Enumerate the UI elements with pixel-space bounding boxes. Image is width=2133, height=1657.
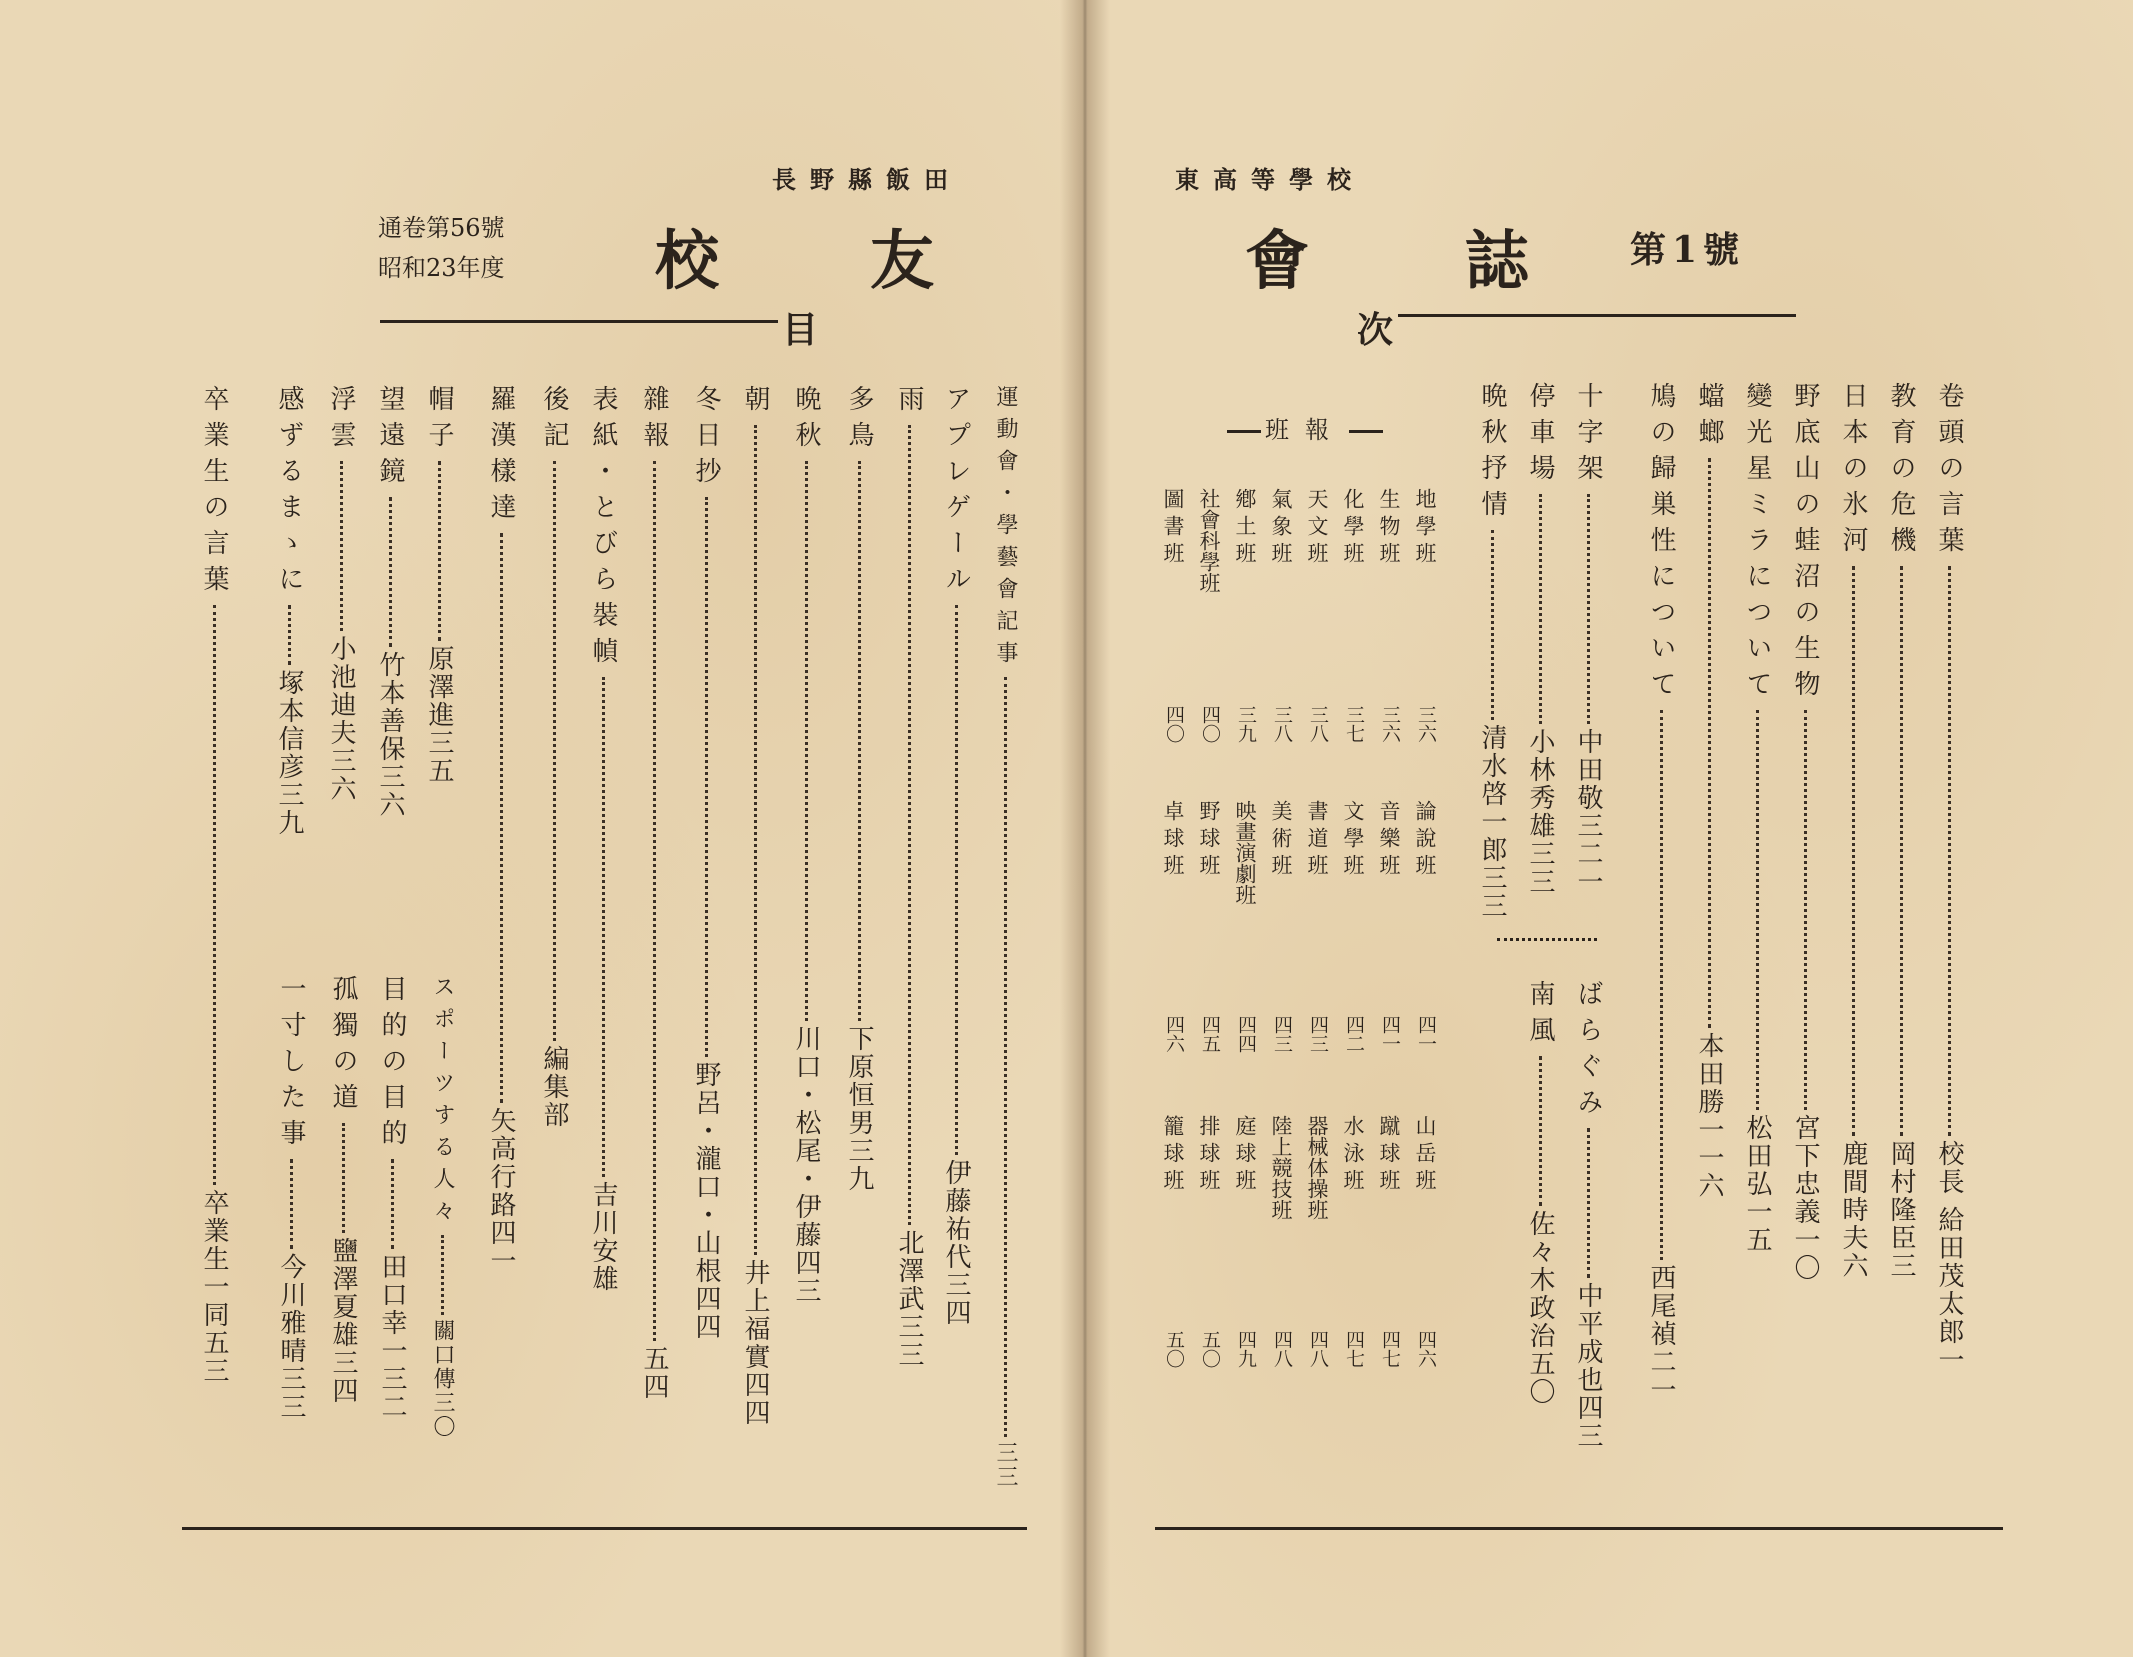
leader-dots (1900, 566, 1903, 1136)
toc-page: 三四 (941, 1271, 971, 1327)
leader-dots (1004, 677, 1007, 1437)
toc-title: 帽子 (424, 385, 454, 457)
toc-entry (275, 385, 303, 837)
toc-author: 原澤進 (424, 645, 454, 729)
toc-title: 多鳥 (844, 385, 874, 457)
toc-title: アプレゲール (941, 385, 971, 601)
toc-page: 五四 (639, 1345, 669, 1401)
club-name: 卓球班 (1161, 800, 1185, 881)
leader-dots (602, 677, 605, 1177)
book-gutter (1060, 0, 1110, 1657)
toc-title: 卒業生の言葉 (199, 385, 229, 601)
leader-dots (1539, 494, 1542, 724)
school-name-right: 東高等學校 (1175, 165, 1365, 194)
leader-dots (754, 425, 757, 1255)
volume-number: 通卷第56號 (378, 214, 505, 242)
club-name: 山岳班 (1413, 1115, 1437, 1196)
toc-title: 感ずるまゝに (274, 385, 304, 601)
toc-entry (589, 385, 617, 1293)
toc-title: 冬日抄 (691, 385, 721, 493)
toc-page: 五〇 (1525, 1350, 1555, 1406)
leader-dots (389, 497, 392, 647)
toc-author: 編集部 (539, 1045, 569, 1129)
club-name: 音樂班 (1377, 800, 1401, 881)
club-page: 三六 (1415, 705, 1437, 743)
toc-entry (329, 975, 357, 1405)
toc-page: 三三 (1477, 864, 1507, 920)
club-name: 蹴球班 (1377, 1115, 1401, 1196)
toc-author: 井上福實 (740, 1259, 770, 1371)
toc-author: 矢高行路 (486, 1107, 516, 1219)
toc-title: ばらぐみ (1573, 980, 1603, 1124)
toc-entry (1478, 382, 1506, 920)
toc-title: 蟷螂 (1694, 382, 1724, 454)
toc-title: 表紙・とびら裝幀 (588, 385, 618, 673)
leader-dots (1587, 1128, 1590, 1278)
leader-dots (908, 425, 911, 1225)
leader-dots (653, 461, 656, 1341)
toc-title: 一寸した事 (276, 975, 306, 1155)
club-page: 五〇 (1163, 1330, 1185, 1368)
school-name-left: 長野縣飯田 (772, 165, 962, 194)
leader-dots (553, 461, 556, 1041)
toc-entry (430, 975, 454, 1439)
toc-page: 四一 (486, 1219, 516, 1275)
toc-entry (792, 385, 820, 1305)
club-name: 排球班 (1197, 1115, 1221, 1196)
leader-dots (705, 497, 708, 1057)
toc-author: 川口・松尾・伊藤 (791, 1025, 821, 1249)
toc-author: 松田弘 (1742, 1114, 1772, 1198)
club-name: 地學班 (1413, 488, 1437, 569)
toc-entry (1935, 382, 1963, 1374)
toc-page: 三 (1886, 1252, 1916, 1280)
leader-dots (340, 461, 343, 631)
toc-page: 三四 (328, 1349, 358, 1405)
issue-number: 第1號 (1630, 229, 1746, 271)
toc-author: 田口幸一 (377, 1253, 407, 1365)
toc-author: 野呂・瀧口・山根 (691, 1061, 721, 1285)
toc-title: 變光星ミラについて (1742, 382, 1772, 706)
toc-entry (1526, 980, 1554, 1406)
club-name: 鄕土班 (1233, 488, 1257, 569)
club-page: 四七 (1343, 1330, 1365, 1368)
club-page: 四二 (1343, 1015, 1365, 1053)
toc-title: 目的の目的 (377, 975, 407, 1155)
club-name: 映畫演劇班 (1233, 800, 1257, 905)
toc-page: 三九 (274, 781, 304, 837)
club-name: 籠球班 (1161, 1115, 1185, 1196)
club-name: 社會科學班 (1197, 488, 1221, 593)
club-name: 文學班 (1341, 800, 1365, 881)
toc-author: 西尾禎 (1646, 1264, 1676, 1348)
footer-rule-right (1155, 1527, 2003, 1530)
toc-author: 下原恒男 (844, 1025, 874, 1137)
toc-entry (1887, 382, 1915, 1280)
toc-page: 六 (1838, 1252, 1868, 1280)
toc-entry (1743, 382, 1771, 1254)
toc-entry (1647, 382, 1675, 1404)
toc-entry (540, 385, 568, 1129)
club-page: 四五 (1199, 1015, 1221, 1053)
toc-title: 十字架 (1573, 382, 1603, 490)
toc-author: 今川雅晴 (276, 1253, 306, 1365)
toc-author: 關口傳 (430, 1319, 455, 1391)
club-name: 野球班 (1197, 800, 1221, 881)
toc-author: 本田勝一 (1694, 1032, 1724, 1144)
toc-entry (942, 385, 970, 1327)
club-page: 四一 (1415, 1015, 1437, 1053)
toc-page: 三六 (326, 747, 356, 803)
title-char-3: 會 (1245, 224, 1309, 299)
club-page: 四六 (1415, 1330, 1437, 1368)
toc-page: 二一 (1646, 1348, 1676, 1404)
title-char-1: 校 (655, 224, 719, 299)
toc-title: 浮雲 (326, 385, 356, 457)
leader-dots (858, 461, 861, 1021)
toc-title: 停車場 (1525, 382, 1555, 490)
toc-entry (1574, 980, 1602, 1450)
club-page: 三六 (1379, 705, 1401, 743)
toc-entry (376, 385, 404, 819)
contents-label-ji: 次 (1357, 309, 1394, 351)
toc-page: 三〇 (430, 1391, 455, 1439)
toc-entry (378, 975, 406, 1421)
club-page: 四八 (1307, 1330, 1329, 1368)
toc-entry (1695, 382, 1723, 1200)
toc-title: 孤獨の道 (328, 975, 358, 1119)
toc-title: 南風 (1525, 980, 1555, 1052)
toc-author: 鹿間時夫 (1838, 1140, 1868, 1252)
footer-rule-left (182, 1527, 1027, 1530)
leader-dots (342, 1123, 345, 1233)
toc-page: 一五 (1742, 1198, 1772, 1254)
toc-page: 四四 (740, 1371, 770, 1427)
club-page: 四〇 (1163, 705, 1185, 743)
toc-author: 卒業生一同 (199, 1189, 229, 1329)
toc-title: 日本の氷河 (1838, 382, 1868, 562)
toc-title: 後記 (539, 385, 569, 457)
toc-page: 一 (1934, 1346, 1964, 1375)
toc-title: 卷頭の言葉 (1934, 382, 1964, 562)
toc-author: 伊藤祐代 (941, 1159, 971, 1271)
club-name: 陸上競技班 (1269, 1115, 1293, 1220)
toc-page: 四三 (1573, 1394, 1603, 1450)
toc-title: 羅漢樣達 (486, 385, 516, 529)
leader-dots (1708, 458, 1711, 1028)
leader-dots (391, 1159, 394, 1249)
club-page: 五〇 (1199, 1330, 1221, 1368)
club-page: 三七 (1343, 705, 1365, 743)
toc-author: 岡村隆臣 (1886, 1140, 1916, 1252)
leader-dots (1491, 530, 1494, 720)
toc-page: 五三 (199, 1329, 229, 1385)
toc-author: 北澤武 (894, 1229, 924, 1313)
toc-page: 四三 (791, 1249, 821, 1305)
toc-entry (1574, 382, 1602, 896)
toc-entry (1526, 382, 1554, 896)
toc-page: 一六 (1694, 1144, 1724, 1200)
toc-title: スポーツする人々 (430, 975, 455, 1231)
toc-title: 晩秋 (791, 385, 821, 457)
leader-dots (1756, 710, 1759, 1110)
toc-author: 佐々木政治 (1525, 1210, 1555, 1350)
toc-entry (640, 385, 668, 1401)
club-page: 四八 (1271, 1330, 1293, 1368)
toc-author: 小林秀雄 (1525, 728, 1555, 840)
toc-page: 三六 (375, 763, 405, 819)
toc-entry (1791, 382, 1819, 1282)
club-name: 天文班 (1305, 488, 1329, 569)
toc-entry (425, 385, 453, 785)
club-page: 四〇 (1199, 705, 1221, 743)
toc-author: 宮下忠義 (1790, 1114, 1820, 1226)
club-name: 論說班 (1413, 800, 1437, 881)
toc-title: 雜報 (639, 385, 669, 457)
club-page: 三九 (1235, 705, 1257, 743)
club-page: 四九 (1235, 1330, 1257, 1368)
leader-dots (441, 1235, 444, 1315)
contents-label-moku: 目 (782, 309, 819, 351)
toc-page: 三三 (1525, 840, 1555, 896)
title-char-4: 誌 (1465, 224, 1529, 299)
club-name: 水泳班 (1341, 1115, 1365, 1196)
club-page: 四七 (1379, 1330, 1401, 1368)
club-page: 四三 (1271, 1015, 1293, 1053)
toc-author: 清水啓一郎 (1477, 724, 1507, 864)
club-name: 圖書班 (1161, 488, 1185, 569)
toc-entry (487, 385, 515, 1275)
leader-dots (805, 461, 808, 1021)
toc-title: 望遠鏡 (375, 385, 405, 493)
toc-title: 野底山の蛙沼の生物 (1790, 382, 1820, 706)
toc-entry (200, 385, 228, 1385)
club-name: 美術班 (1269, 800, 1293, 881)
toc-title: 運動會・學藝會記事 (993, 385, 1018, 673)
toc-entry (277, 975, 305, 1421)
leader-dots (290, 1159, 293, 1249)
club-name: 生物班 (1377, 488, 1401, 569)
toc-author: 竹本善保 (375, 651, 405, 763)
leader-dots (1660, 710, 1663, 1260)
leader-dots (213, 605, 216, 1185)
leader-dots (1587, 494, 1590, 724)
toc-author: 鹽澤夏雄 (328, 1237, 358, 1349)
club-name: 書道班 (1305, 800, 1329, 881)
toc-page: 二一 (1573, 840, 1603, 896)
toc-author: 中田敬三 (1573, 728, 1603, 840)
toc-page: 三三 (276, 1365, 306, 1421)
toc-entry (845, 385, 873, 1193)
toc-title: 雨 (894, 385, 924, 421)
club-name: 器械体操班 (1305, 1115, 1329, 1220)
club-page: 四一 (1379, 1015, 1401, 1053)
toc-title: 朝 (740, 385, 770, 421)
toc-entry (741, 385, 769, 1427)
leader-dots (438, 461, 441, 641)
leader-dots (288, 605, 291, 665)
toc-title: 教育の危機 (1886, 382, 1916, 562)
leader-dots (1948, 566, 1951, 1136)
toc-page: 三二 (377, 1365, 407, 1421)
club-reports-heading: 班報 (1205, 410, 1405, 445)
toc-entry (993, 385, 1017, 1489)
toc-page: 三五 (424, 729, 454, 785)
title-char-2: 友 (870, 224, 934, 299)
club-name: 庭球班 (1233, 1115, 1257, 1196)
leader-dots (500, 533, 503, 1103)
club-page: 四四 (1235, 1015, 1257, 1053)
toc-entry (327, 385, 355, 803)
toc-entry (895, 385, 923, 1369)
leader-dots (955, 605, 958, 1155)
toc-author: 小池迪夫 (326, 635, 356, 747)
club-page: 三八 (1307, 705, 1329, 743)
header-rule-left (380, 320, 778, 323)
toc-author: 中平成也 (1573, 1282, 1603, 1394)
club-name: 氣象班 (1269, 488, 1293, 569)
toc-page: 三三 (894, 1313, 924, 1369)
toc-title: 晩秋抒情 (1477, 382, 1507, 526)
leader-dots (1539, 1056, 1542, 1206)
toc-entry (1839, 382, 1867, 1280)
club-page: 四六 (1163, 1015, 1185, 1053)
divider-wavy (1497, 930, 1597, 941)
club-page: 三八 (1271, 705, 1293, 743)
leader-dots (1852, 566, 1855, 1136)
toc-entry (692, 385, 720, 1341)
toc-author: 校長 給田茂太郎 (1934, 1140, 1964, 1347)
leader-dots (1804, 710, 1807, 1110)
toc-title: 鳩の歸巣性について (1646, 382, 1676, 706)
toc-author: 吉川安雄 (588, 1181, 618, 1293)
year-label: 昭和23年度 (378, 254, 505, 282)
header-rule-right (1398, 314, 1796, 317)
toc-page: 四四 (691, 1285, 721, 1341)
club-page: 四三 (1307, 1015, 1329, 1053)
toc-author: 塚本信彦 (274, 669, 304, 781)
club-name: 化學班 (1341, 488, 1365, 569)
toc-page: 三九 (844, 1137, 874, 1193)
toc-page: 三三 (993, 1441, 1018, 1489)
toc-page: 一〇 (1790, 1226, 1820, 1282)
